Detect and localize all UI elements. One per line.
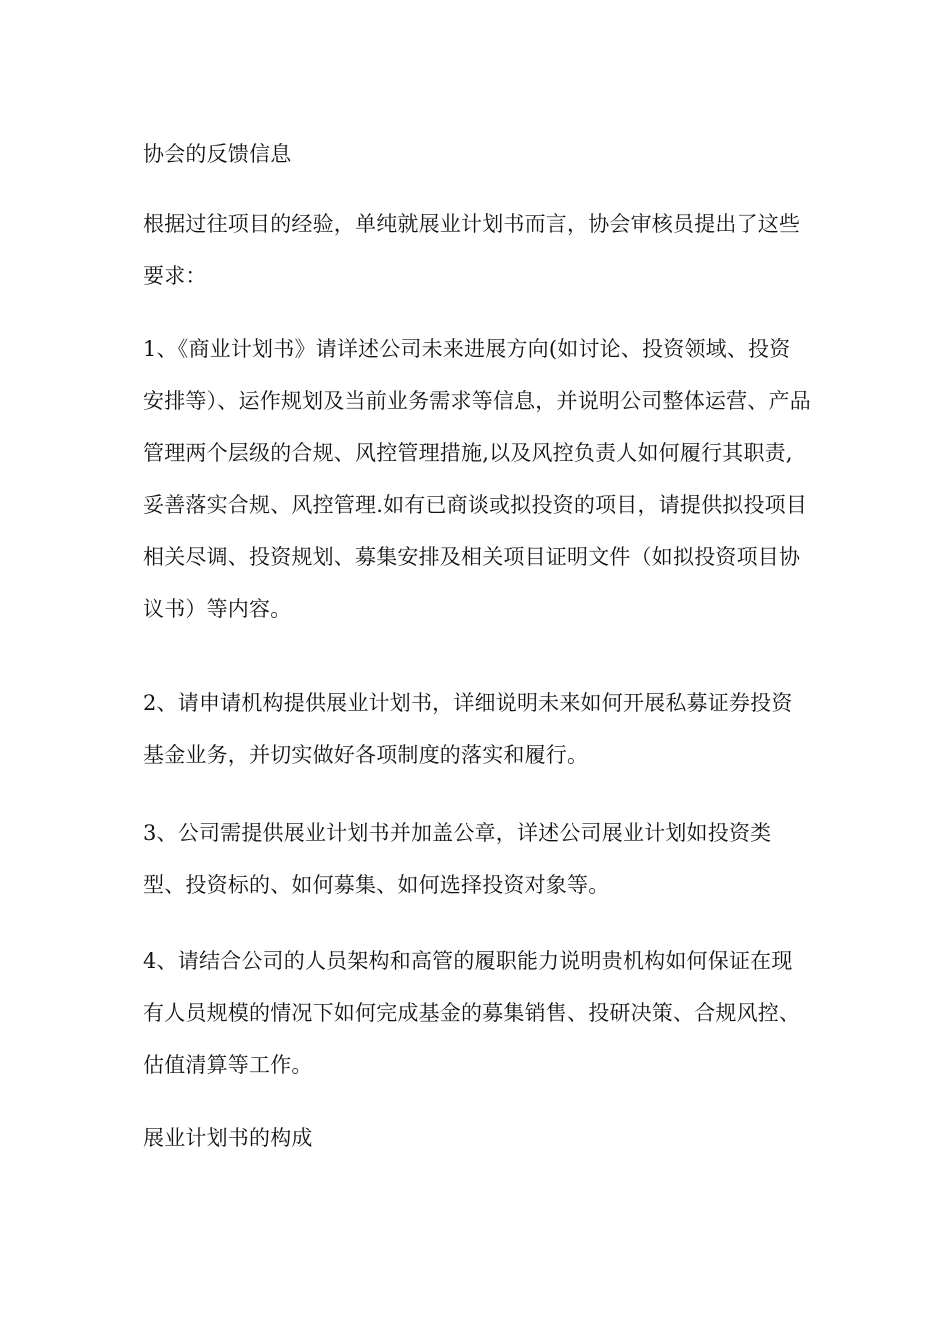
section-title: 展业计划书的构成 [143, 1126, 313, 1150]
requirement-item-4: 4、请结合公司的人员架构和高管的履职能力说明贵机构如何保证在现有人员规模的情况下如何完成基金的募集销售、投研决策、合规风控、估值清算等工作。 [143, 949, 801, 1077]
requirement-item-3: 3、公司需提供展业计划书并加盖公章，详述公司展业计划如投资类型、投资标的、如何募集、如何选择投资对象等。 [143, 821, 772, 897]
intro-paragraph: 根据过往项目的经验，单纯就展业计划书而言，协会审核员提出了这些要求： [143, 212, 801, 288]
requirement-item-2: 2、请申请机构提供展业计划书，详细说明未来如何开展私募证券投资基金业务，并切实做好各项制度的落实和履行。 [143, 691, 793, 767]
feedback-heading: 协会的反馈信息 [143, 142, 292, 166]
requirement-item-1: 1、《商业计划书》请详述公司未来进展方向(如讨论、投资领域、投资安排等）、运作规划及当前业务需求等信息，并说明公司整体运营、产品管理两个层级的合规、风控管理措施,以及风控负责人如何履行其职责,妥善落实合规、风控管理.如有已商谈或拟投资的项目，请提供拟投项目相关尽调、投资规划、募集安排及相关项目证明文件（如拟投资项目协议书）等内容。 [143, 337, 811, 621]
